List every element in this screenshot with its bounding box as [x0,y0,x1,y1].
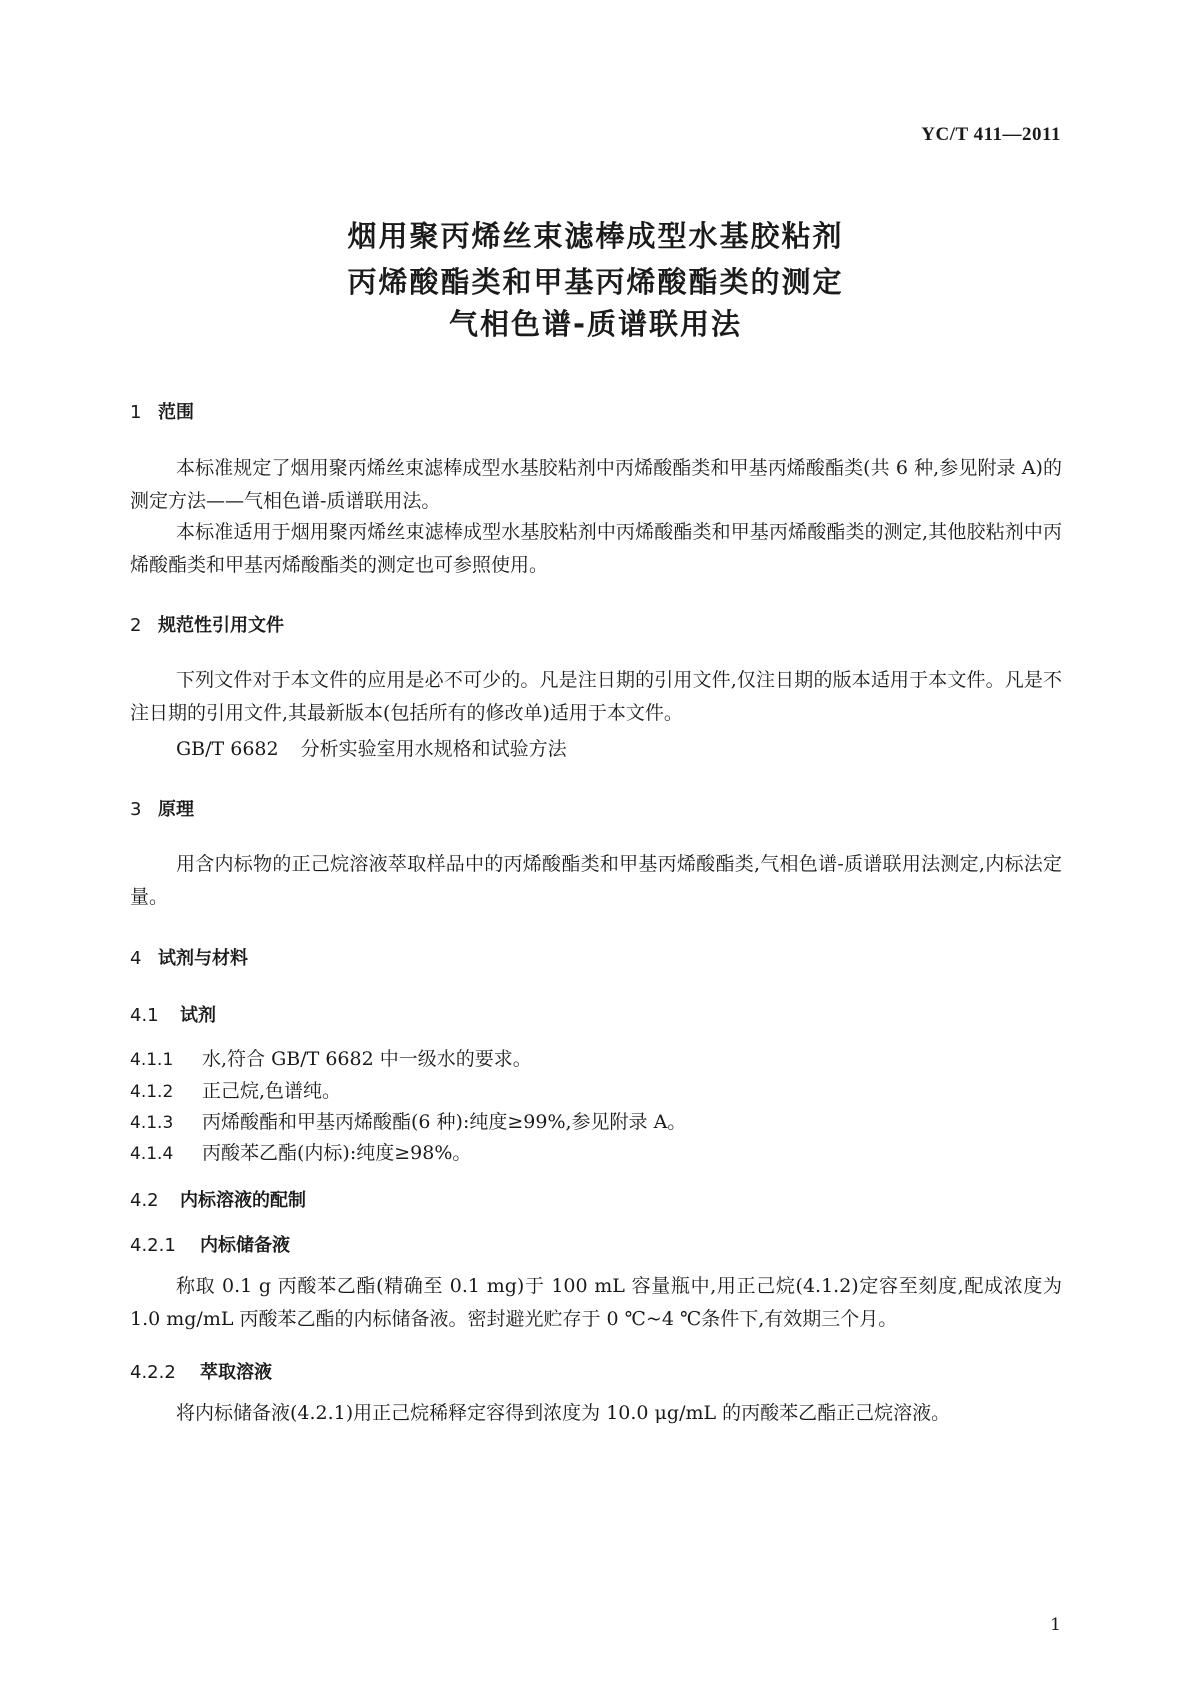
section-title: 原理 [158,799,194,820]
list-item [130,1138,471,1165]
subsection-4-2-2-paragraph: 将内标储备液(4.2.1)用正己烷稀释定容得到浓度为 10.0 μg/mL 的丙酸苯乙酯正己烷溶液。 [176,1402,951,1424]
subsection-4-2-heading [130,1186,306,1212]
list-item [130,1076,341,1103]
section-2-heading [130,611,284,637]
reference-title: 分析实验室用水规格和试验方法 [300,738,567,760]
item-text: 正己烷,色谱纯。 [202,1080,342,1102]
section-1-paragraph-2: 本标准适用于烟用聚丙烯丝束滤棒成型水基胶粘剂中丙烯酸酯类和甲基丙烯酸酯类的测定,其他胶粘剂中丙烯酸酯类和甲基丙烯酸酯类的测定也可参照使用。 [130,521,1062,576]
title-line-2: 丙烯酸酯类和甲基丙烯酸酯类的测定 [347,265,844,299]
subsection-title: 内标溶液的配制 [180,1190,306,1211]
section-title: 范围 [158,402,194,423]
subsection-number: 4.2 [130,1190,159,1211]
section-3-paragraph-1: 用含内标物的正己烷溶液萃取样品中的丙烯酸酯类和甲基丙烯酸酯类,气相色谱-质谱联用法测定,内标法定量。 [130,853,1062,908]
section-number: 2 [130,615,142,636]
item-number: 4.1.1 [130,1050,174,1070]
item-text: 丙酸苯乙酯(内标):纯度≥98%。 [202,1142,472,1164]
subsection-number: 4.1 [130,1005,159,1026]
subsection-number: 4.2.2 [130,1362,176,1383]
item-number: 4.1.4 [130,1144,174,1164]
item-text: 水,符合 GB/T 6682 中一级水的要求。 [202,1048,532,1070]
section-4-heading [130,944,248,970]
section-1-heading [130,398,194,424]
subsection-title: 内标储备液 [200,1235,290,1256]
section-number: 4 [130,948,142,969]
title-line-3: 气相色谱-质谱联用法 [448,307,743,341]
subsection-4-2-1-paragraph: 称取 0.1 g 丙酸苯乙酯(精确至 0.1 mg)于 100 mL 容量瓶中,用正己烷(4.1.2)定容至刻度,配成浓度为 1.0 mg/mL 丙酸苯乙酯的内标储备液。密封避光贮存于 0 ℃~4 ℃条件下,有效期三个月。 [130,1275,1062,1330]
section-number: 3 [130,799,142,820]
subsection-4-2-2-heading [130,1358,272,1384]
subsection-title: 试剂 [180,1005,216,1026]
subsection-4-1-heading [130,1001,216,1027]
subsection-4-2-1-heading [130,1231,290,1257]
section-3-heading [130,795,194,821]
section-title: 试剂与材料 [158,948,248,969]
standard-code: YC/T 411—2011 [921,124,1061,145]
item-number: 4.1.3 [130,1113,174,1133]
section-title: 规范性引用文件 [158,615,284,636]
list-item [130,1044,532,1071]
subsection-title: 萃取溶液 [200,1362,272,1383]
section-number: 1 [130,402,142,423]
list-item [130,1107,686,1134]
reference-code: GB/T 6682 [176,738,279,760]
item-number: 4.1.2 [130,1082,174,1102]
section-2-paragraph-1: 下列文件对于本文件的应用是必不可少的。凡是注日期的引用文件,仅注日期的版本适用于本文件。凡是不注日期的引用文件,其最新版本(包括所有的修改单)适用于本文件。 [130,669,1062,724]
item-text: 丙烯酸酯和甲基丙烯酸酯(6 种):纯度≥99%,参见附录 A。 [202,1111,687,1133]
section-1-paragraph-1: 本标准规定了烟用聚丙烯丝束滤棒成型水基胶粘剂中丙烯酸酯类和甲基丙烯酸酯类(共 6 种,参见附录 A)的测定方法——气相色谱-质谱联用法。 [130,457,1062,512]
title-line-1: 烟用聚丙烯丝束滤棒成型水基胶粘剂 [347,219,844,253]
normative-reference [176,734,567,761]
page-number: 1 [1050,1615,1061,1635]
subsection-number: 4.2.1 [130,1235,176,1256]
